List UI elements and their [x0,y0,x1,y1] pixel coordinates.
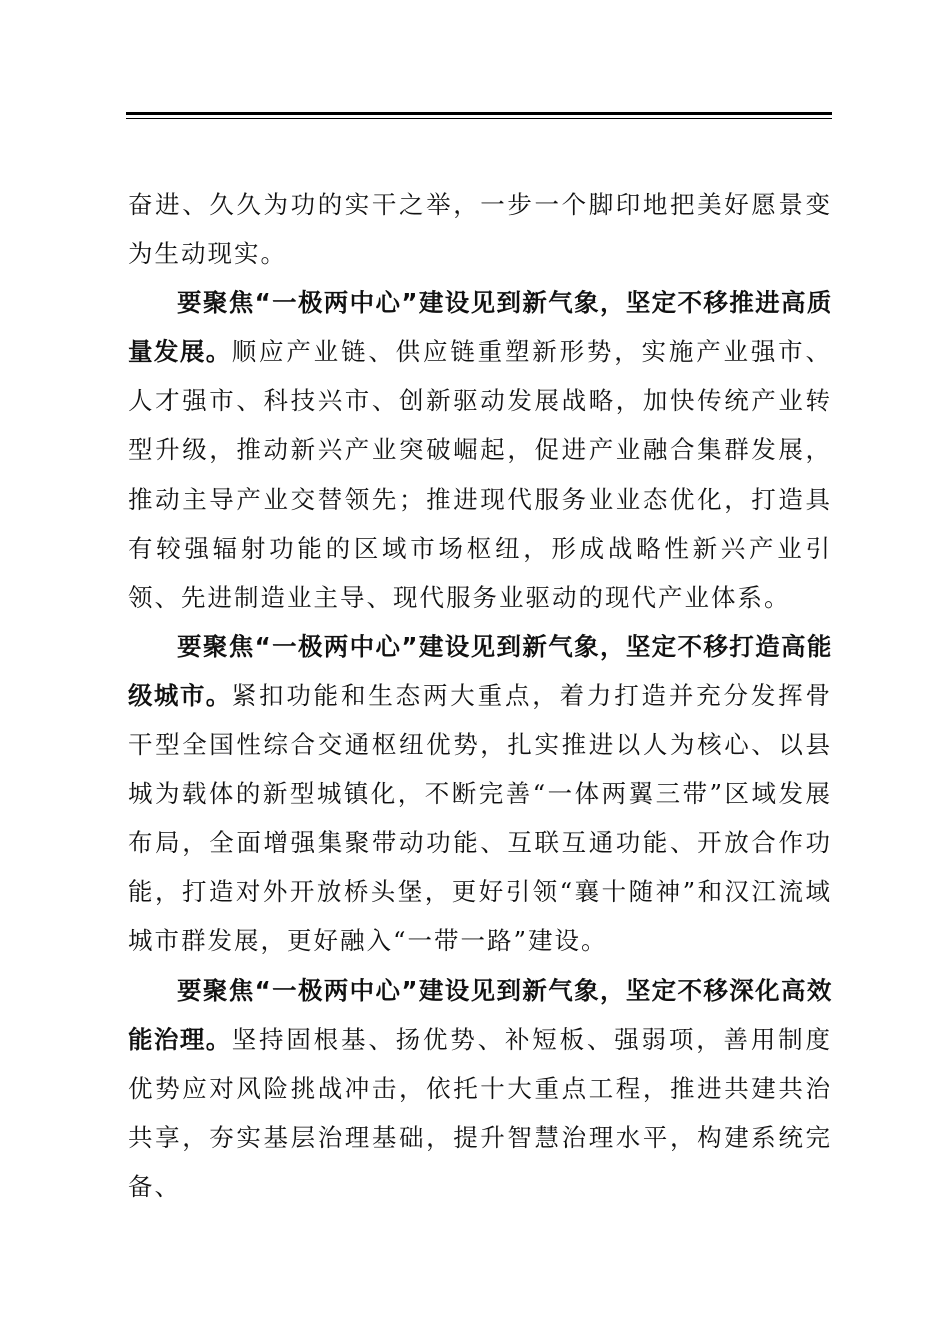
paragraph-text: 坚持固根基、扬优势、补短板、强弱项，善用制度优势应对风险挑战冲击，依托十大重点工程，推进共建共治共享，夯实基层治理基础，提升智慧治理水平，构建系统完备、 [128,1024,832,1201]
header-rule-thin [126,118,832,119]
paragraph-text: 奋进、久久为功的实干之举，一步一个脚印地把美好愿景变为生动现实。 [128,190,832,269]
paragraph-efficient-governance [128,966,832,1211]
document-body [128,180,832,1211]
paragraph-text: 顺应产业链、供应链重塑新形势，实施产业强市、人才强市、科技兴市、创新驱动发展战略，加快传统产业转型升级，推动新兴产业突破崛起，促进产业融合集群发展，推动主导产业交替领先；推进现代服务业业态优化，打造具有较强辐射功能的区域市场枢纽，形成战略性新兴产业引领、先进制造业主导、现代服务业驱动的现代产业体系。 [128,337,832,612]
paragraph-high-level-city [128,622,832,966]
paragraph-text: 紧扣功能和生态两大重点，着力打造并充分发挥骨干型全国性综合交通枢纽优势，扎实推进以人为核心、以县城为载体的新型城镇化，不断完善“一体两翼三带”区域发展布局，全面增强集聚带动功能、互联互通功能、开放合作功能，打造对外开放桥头堡，更好引领“襄十随神”和汉江流域城市群发展，更好融入“一带一路”建设。 [128,680,832,956]
paragraph-lead: 要聚焦“一极两中心”建设见到新气象，坚定不移推进高质量发展。 [128,288,832,367]
paragraph-high-quality-development [128,278,832,622]
paragraph-lead: 要聚焦“一极两中心”建设见到新气象，坚定不移打造高能级城市。 [128,631,832,710]
paragraph-lead: 要聚焦“一极两中心”建设见到新气象，坚定不移深化高效能治理。 [128,975,832,1054]
header-rule-thick [126,112,832,115]
paragraph-continuation [128,180,832,278]
